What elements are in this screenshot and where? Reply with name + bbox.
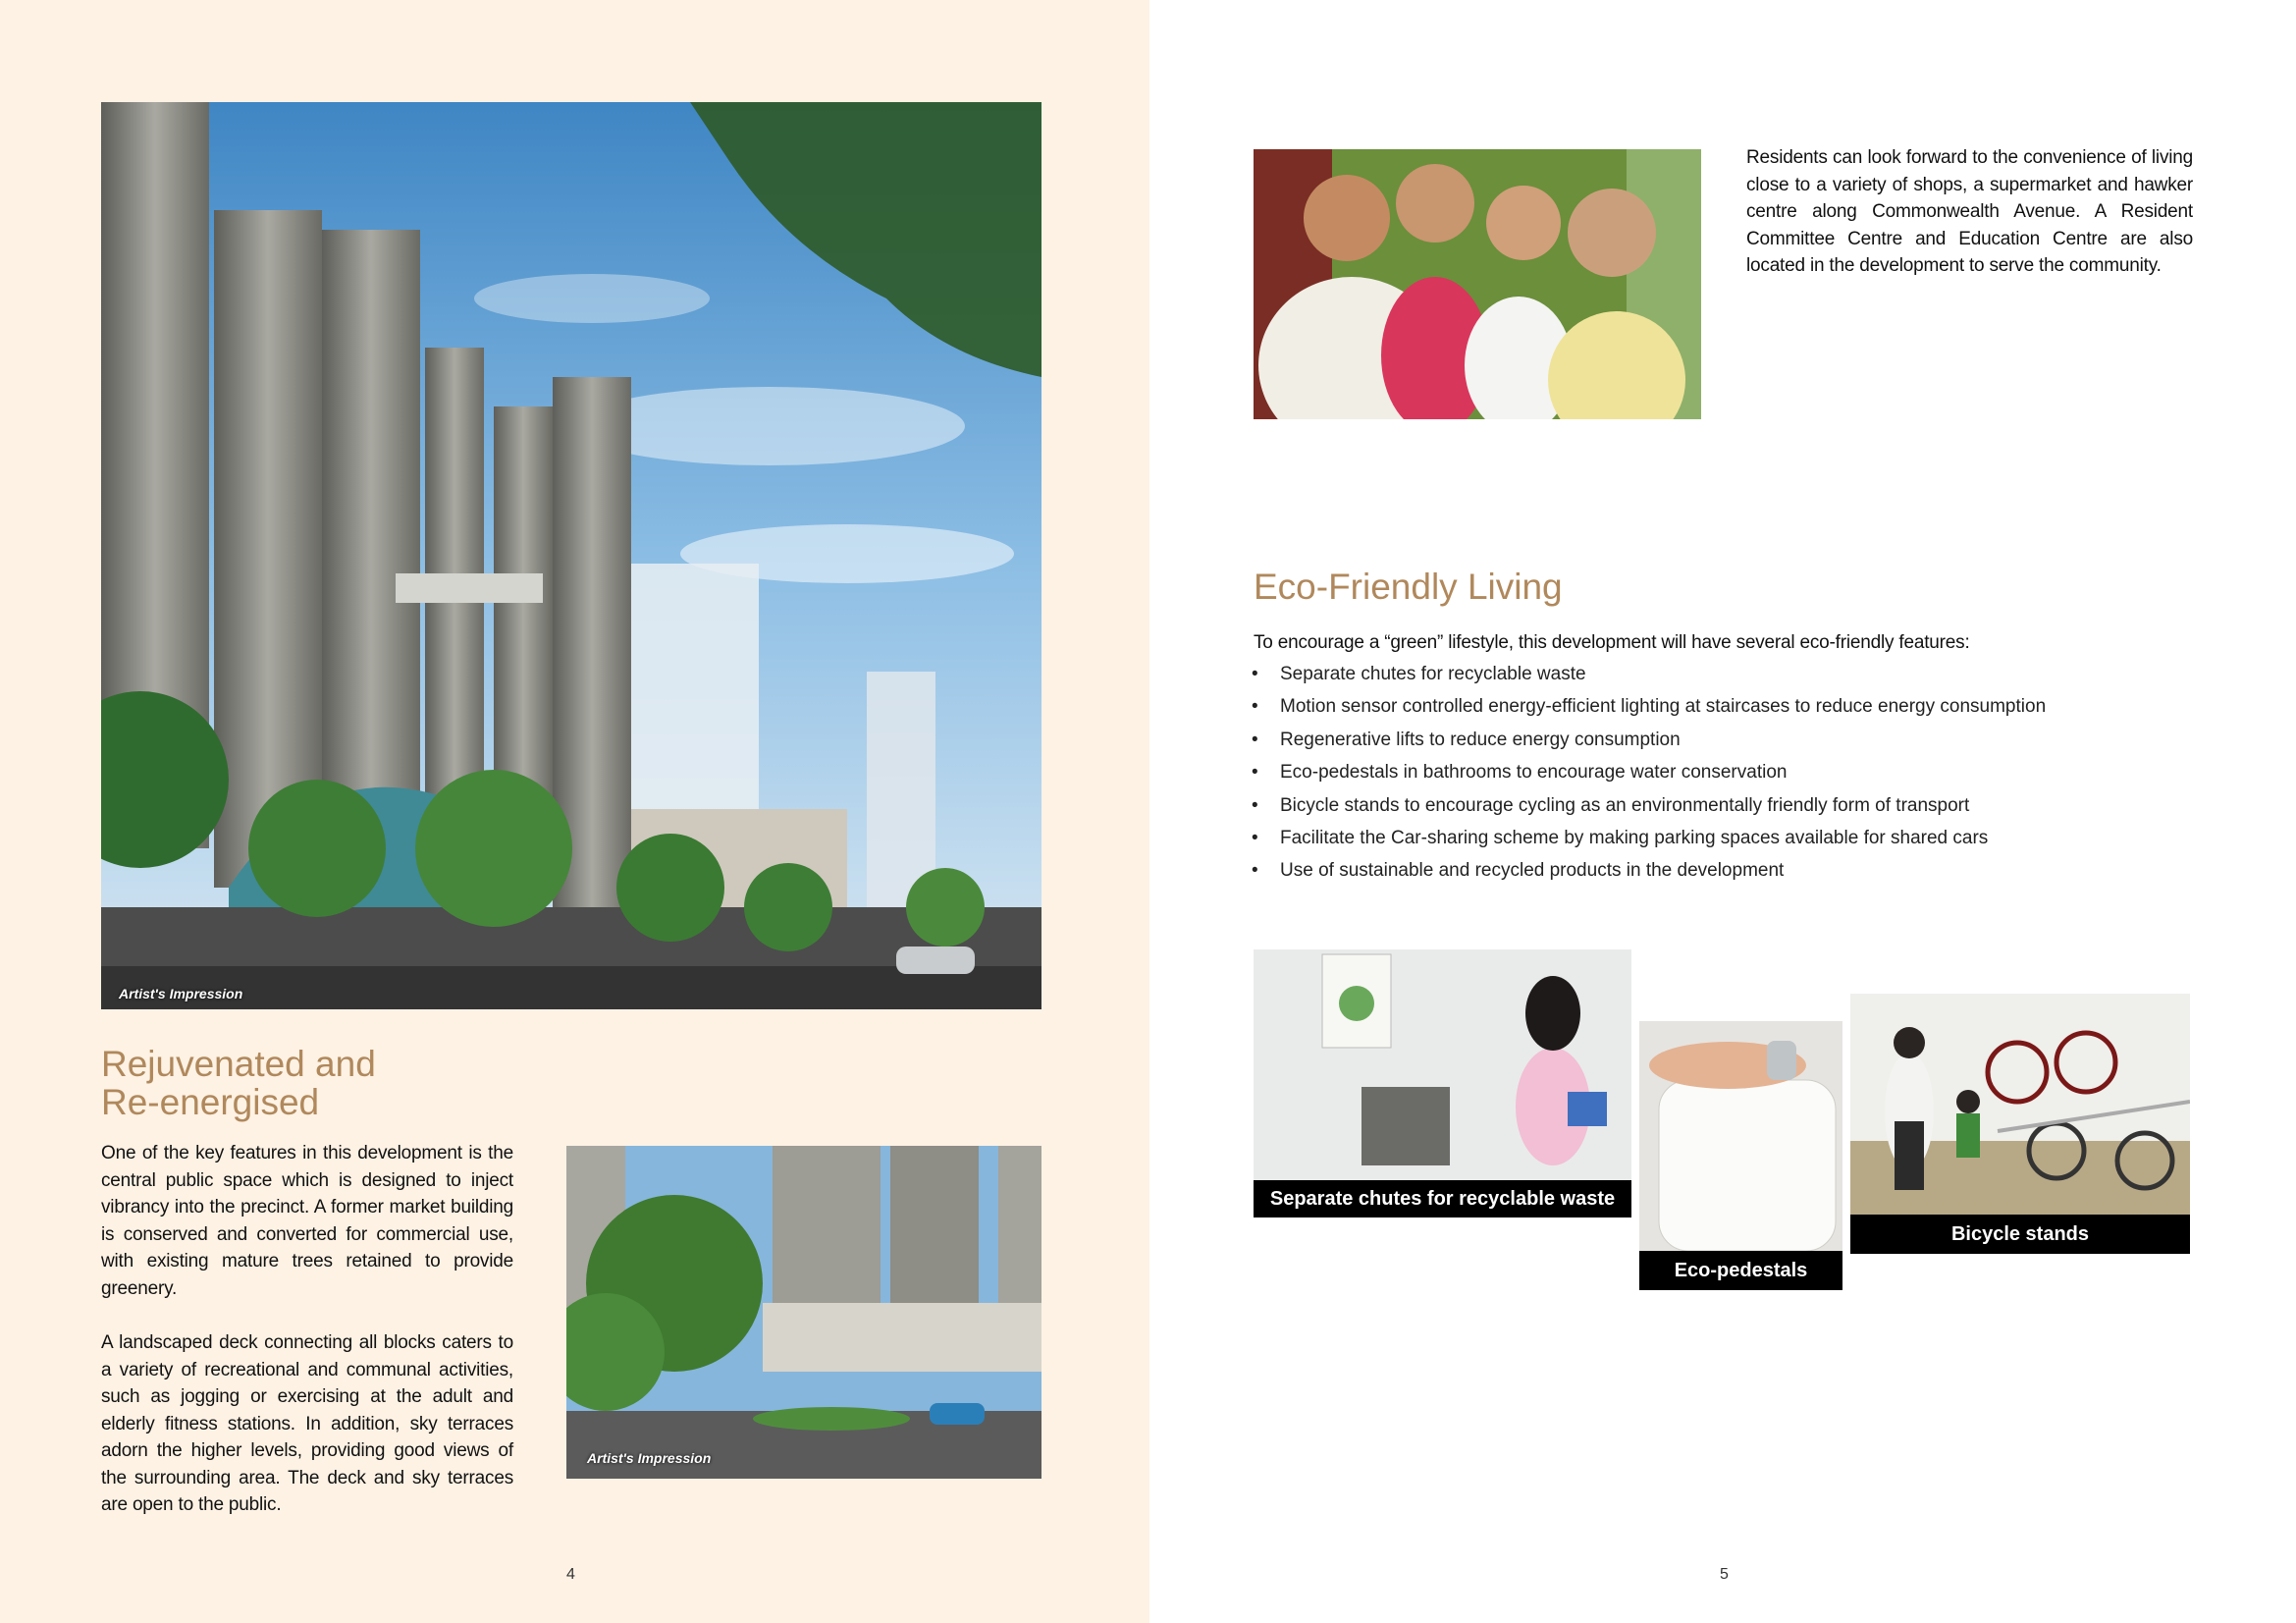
- bullet-icon: •: [1252, 696, 1258, 718]
- list-item: • Separate chutes for recyclable waste: [1252, 658, 2046, 690]
- eco-feature-list: [1252, 658, 2046, 888]
- eco-pedestal-photo: [1639, 1021, 1842, 1251]
- bullet-icon: •: [1252, 860, 1258, 882]
- eco-lead: To encourage a “green” lifestyle, this development will have several eco-friendly features:: [1254, 632, 1970, 653]
- left-heading-line1: Rejuvenated and: [101, 1044, 376, 1084]
- bicycle-stands-photo: [1850, 994, 2190, 1215]
- list-item: • Facilitate the Car-sharing scheme by making parking spaces available for shared cars: [1252, 822, 2046, 854]
- recycling-chute-photo: [1254, 949, 1631, 1180]
- bullet-icon: •: [1252, 828, 1258, 849]
- list-item: • Regenerative lifts to reduce energy consumption: [1252, 724, 2046, 756]
- list-item: • Use of sustainable and recycled products in the development: [1252, 854, 2046, 887]
- bullet-icon: •: [1252, 729, 1258, 750]
- left-paragraph-2: A landscaped deck connecting all blocks caters to a variety of recreational and communal activities, such as jogging or exercising at the adult and elderly fitness stations. In addition, sky terraces adorn the higher levels, providing good views of the surrounding area. The deck and sky terraces are open to the public.: [101, 1332, 513, 1515]
- secondary-image-caption: Artist's Impression: [587, 1450, 712, 1466]
- main-image-caption: Artist's Impression: [119, 986, 243, 1001]
- bullet-icon: •: [1252, 794, 1258, 816]
- right-page-number: 5: [1720, 1566, 1729, 1583]
- eco-heading: Eco-Friendly Living: [1254, 567, 1563, 607]
- left-page-number: 4: [566, 1566, 575, 1583]
- pedestals-label: Eco-pedestals: [1639, 1251, 1842, 1290]
- list-item: • Motion sensor controlled energy-efficient lighting at staircases to reduce energy consumption: [1252, 690, 2046, 723]
- left-heading-line2: Re-energised: [101, 1082, 320, 1122]
- list-item: • Bicycle stands to encourage cycling as an environmentally friendly form of transport: [1252, 789, 2046, 822]
- residents-intro: Residents can look forward to the convenience of living close to a variety of shops, a supermarket and hawker centre along Commonwealth Avenue. A Resident Committee Centre and Education Centre are also located in the development to serve the community.: [1746, 147, 2193, 276]
- left-paragraph-1: One of the key features in this development is the central public space which is designed to inject vibrancy into the precinct. A former market building is conserved and converted for commercial use, with existing mature trees retained to provide greenery.: [101, 1143, 513, 1299]
- bullet-icon: •: [1252, 664, 1258, 684]
- family-photo: [1254, 149, 1701, 419]
- bicycles-label: Bicycle stands: [1850, 1215, 2190, 1254]
- list-item: • Eco-pedestals in bathrooms to encourage water conservation: [1252, 756, 2046, 788]
- main-development-image: [101, 102, 1041, 1009]
- landscaped-deck-image: [566, 1146, 1041, 1479]
- left-heading: [101, 1045, 376, 1121]
- chutes-label: Separate chutes for recyclable waste: [1254, 1180, 1631, 1217]
- bullet-icon: •: [1252, 762, 1258, 784]
